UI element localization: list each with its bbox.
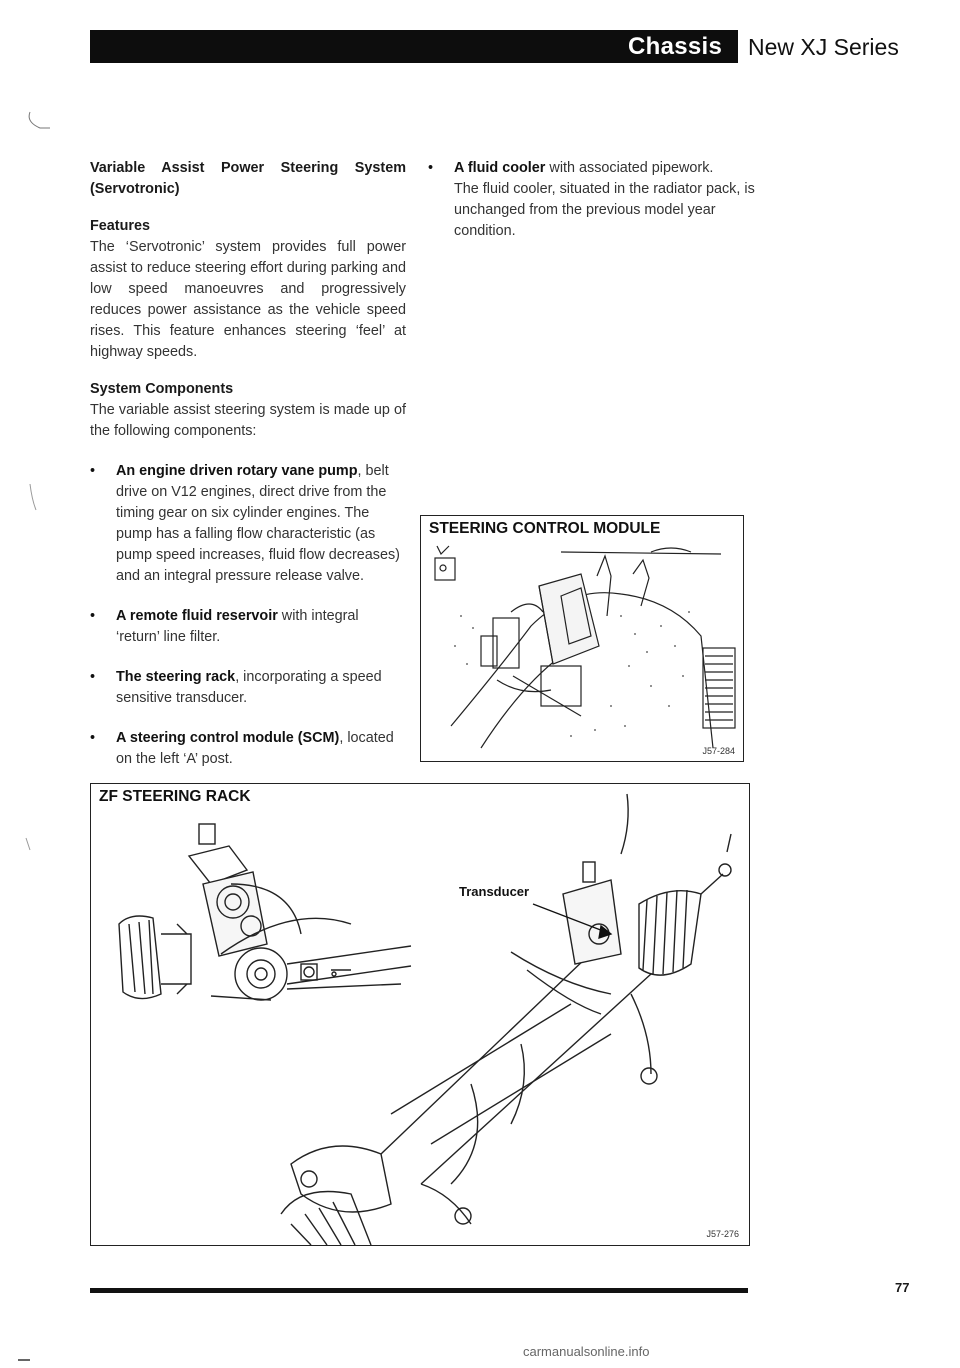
features-text: The ‘Servotronic’ system provides full power assist to reduce steering effort during parking and low speed manoeuvres and progressively reduces power assistance as the vehicle speed rises. This feature enhances steering ‘feel’ at highway speeds. bbox=[90, 239, 406, 360]
scm-figure-title: STEERING CONTROL MODULE bbox=[429, 520, 661, 537]
transducer-callout: Transducer bbox=[459, 884, 530, 899]
rack-figure bbox=[90, 783, 750, 1246]
bullet-reservoir bbox=[90, 606, 406, 648]
series-label: New XJ Series bbox=[748, 34, 899, 60]
bullet-dot: • bbox=[90, 463, 96, 479]
footer-rule bbox=[90, 1288, 748, 1293]
bullet-text: with associated pipework. bbox=[545, 160, 714, 176]
bullet-bold: An engine driven rotary vane pump bbox=[116, 463, 358, 479]
bullet-text: , incorporating a speed sensitive transducer. bbox=[116, 669, 382, 706]
bullet-pump bbox=[90, 461, 406, 587]
bullet-text: , belt drive on V12 engines, direct drive from the timing gear on six cylinder engines. The pump has a falling flow characteristic (as pump speed increases, fluid flow decreases) and an integral pressure release valve. bbox=[116, 463, 400, 584]
bullet-dot: • bbox=[90, 608, 96, 624]
right-column bbox=[428, 158, 758, 242]
bullet-text: , located on the left ‘A’ post. bbox=[116, 730, 394, 767]
article-title: Variable Assist Power Steering System (Servotronic) bbox=[90, 160, 406, 197]
bullet-text: with integral ‘return’ line filter. bbox=[116, 608, 359, 645]
bullet-dot: • bbox=[90, 730, 96, 746]
bullet-bold: A remote fluid reservoir bbox=[116, 608, 278, 624]
section-label: Chassis bbox=[618, 30, 732, 63]
bullet-rack bbox=[90, 667, 406, 709]
bullet-bold: A fluid cooler bbox=[454, 160, 546, 176]
features-heading: Features bbox=[90, 218, 150, 234]
bullet-cooler bbox=[428, 158, 758, 242]
components-text: The variable assist steering system is made up of the following components: bbox=[90, 402, 406, 439]
watermark: carmanualsonline.info bbox=[523, 1344, 650, 1359]
bullet-dot: • bbox=[90, 669, 96, 685]
components-heading: System Components bbox=[90, 381, 234, 397]
page-number: 77 bbox=[895, 1280, 910, 1295]
bullet-bold: The steering rack bbox=[116, 669, 236, 685]
bullet-dot: • bbox=[428, 160, 434, 176]
rack-illustration bbox=[91, 784, 749, 1245]
scm-illustration bbox=[421, 516, 743, 761]
cooler-text: The fluid cooler, situated in the radiator pack, is unchanged from the previous model year condition. bbox=[454, 181, 755, 239]
left-column bbox=[90, 158, 406, 770]
bullet-bold: A steering control module (SCM) bbox=[116, 730, 340, 746]
scm-figure bbox=[420, 515, 744, 762]
scm-figure-code: J57-284 bbox=[702, 746, 735, 756]
rack-figure-title: ZF STEERING RACK bbox=[99, 788, 251, 805]
bullet-scm bbox=[90, 728, 406, 770]
rack-figure-code: J57-276 bbox=[706, 1229, 739, 1239]
